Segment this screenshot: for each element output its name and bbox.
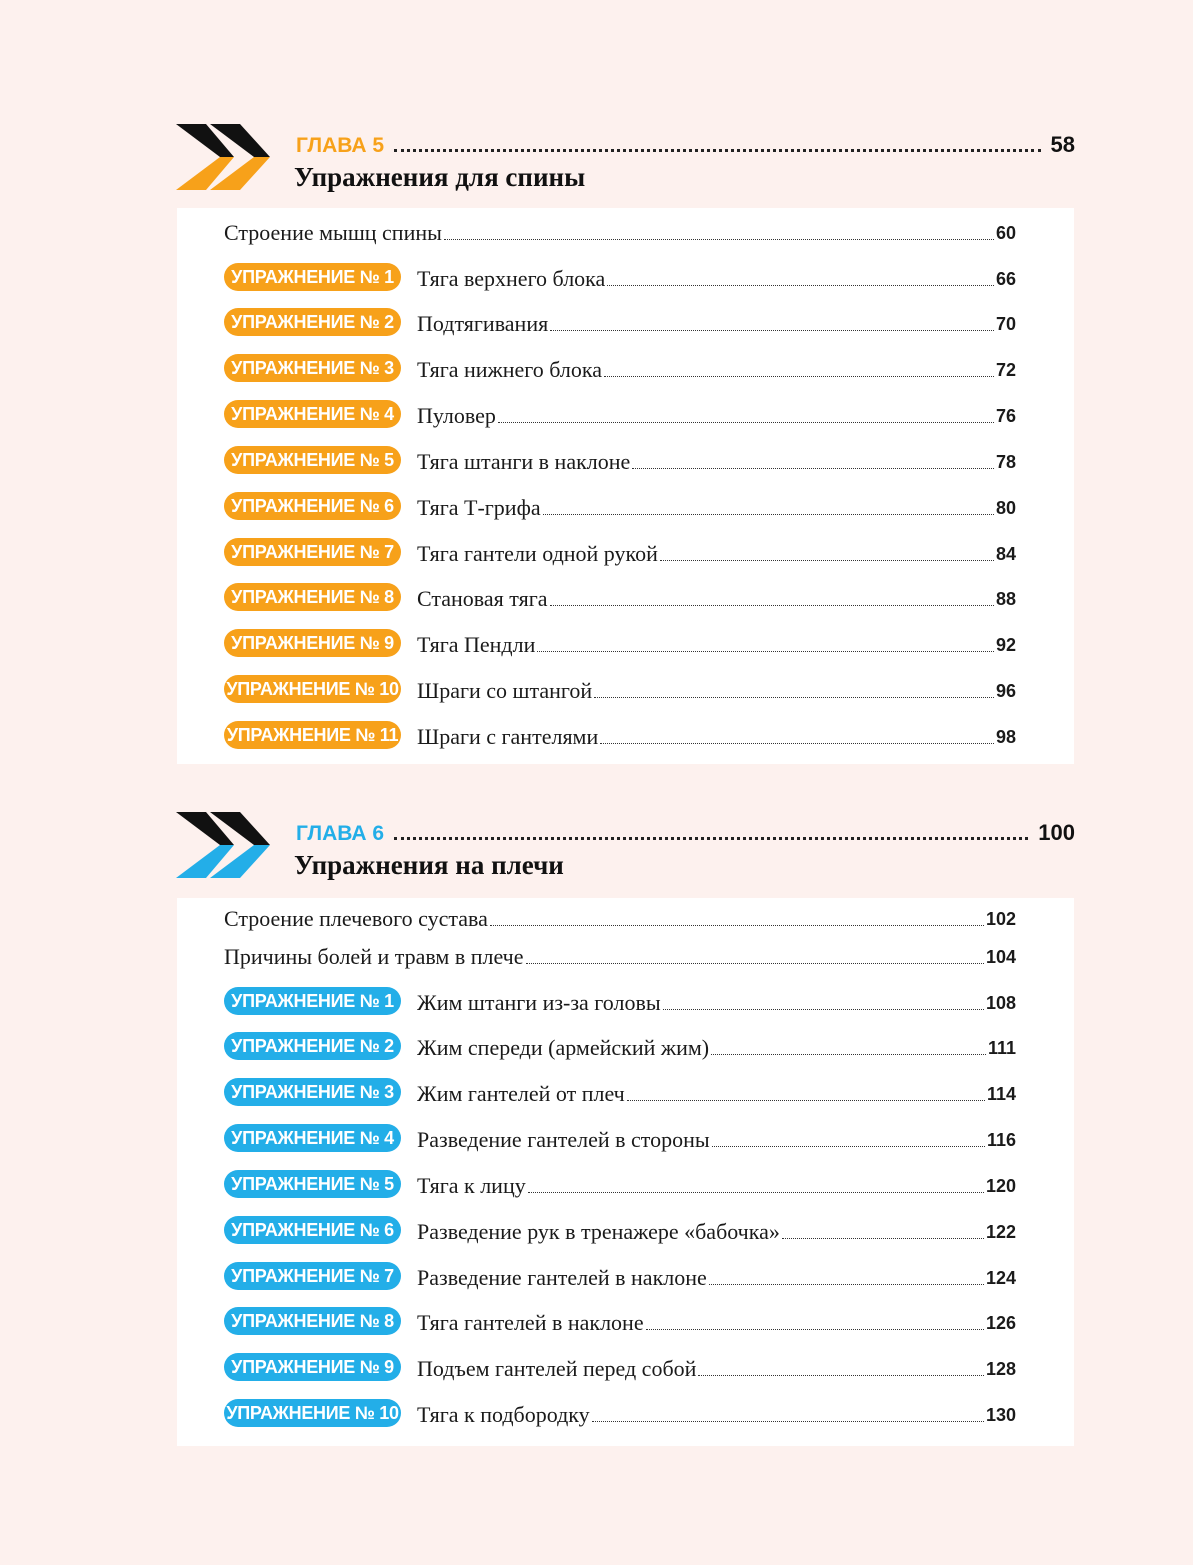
entry-title: Шраги с гантелями bbox=[417, 724, 599, 749]
exercise-badge: УПРАЖНЕНИЕ № 4 bbox=[224, 1124, 401, 1152]
leader-dots bbox=[627, 1100, 985, 1101]
entry-title: Жим гантелей от плеч bbox=[417, 1081, 625, 1106]
chapter-label: ГЛАВА 5 bbox=[296, 134, 385, 157]
toc-exercise-entry[interactable] bbox=[224, 1352, 1016, 1382]
exercise-badge: УПРАЖНЕНИЕ № 8 bbox=[224, 583, 401, 611]
entry-page: 60 bbox=[995, 223, 1016, 243]
entry-title: Жим штанги из-за головы bbox=[417, 990, 661, 1015]
toc-box-chapter-6 bbox=[177, 898, 1074, 1446]
toc-exercise-entry[interactable] bbox=[224, 353, 1016, 383]
chapter-title: Упражнения на плечи bbox=[294, 850, 564, 880]
toc-exercise-entry[interactable] bbox=[224, 986, 1016, 1016]
entry-page: 126 bbox=[985, 1313, 1016, 1333]
toc-entry[interactable] bbox=[224, 902, 1016, 932]
entry-title: Тяга Пендли bbox=[417, 632, 536, 657]
leader-dots bbox=[607, 285, 994, 286]
leader-dots bbox=[660, 560, 994, 561]
entry-page: 70 bbox=[995, 314, 1016, 334]
exercise-badge: УПРАЖНЕНИЕ № 6 bbox=[224, 1216, 401, 1244]
leader-dots bbox=[663, 1009, 984, 1010]
toc-exercise-entry[interactable] bbox=[224, 1306, 1016, 1336]
leader-dots bbox=[632, 468, 994, 469]
toc-exercise-entry[interactable] bbox=[224, 628, 1016, 658]
entry-title: Строение мышц спины bbox=[224, 220, 442, 245]
toc-exercise-entry[interactable] bbox=[224, 1398, 1016, 1428]
entry-title: Подтягивания bbox=[417, 311, 549, 336]
entry-page: 102 bbox=[985, 909, 1016, 929]
entry-title: Подъем гантелей перед собой bbox=[417, 1356, 697, 1381]
chapter-header[interactable] bbox=[296, 124, 1075, 158]
toc-exercise-entry[interactable] bbox=[224, 537, 1016, 567]
toc-exercise-entry[interactable] bbox=[224, 1077, 1016, 1107]
double-chevron-icon bbox=[176, 124, 272, 190]
exercise-badge: УПРАЖНЕНИЕ № 9 bbox=[224, 629, 401, 657]
entry-page: 92 bbox=[995, 635, 1016, 655]
chapter-header[interactable] bbox=[296, 812, 1075, 846]
leader-dots bbox=[498, 422, 994, 423]
entry-title: Разведение гантелей в наклоне bbox=[417, 1265, 707, 1290]
leader-dots bbox=[543, 514, 994, 515]
entry-page: 88 bbox=[995, 589, 1016, 609]
entry-page: 120 bbox=[985, 1176, 1016, 1196]
toc-exercise-entry[interactable] bbox=[224, 1215, 1016, 1245]
leader-dots bbox=[528, 1192, 984, 1193]
entry-title: Разведение гантелей в стороны bbox=[417, 1127, 710, 1152]
entry-page: 76 bbox=[995, 406, 1016, 426]
entry-page: 104 bbox=[985, 947, 1016, 967]
chapter-page: 58 bbox=[1050, 132, 1075, 157]
toc-exercise-entry[interactable] bbox=[224, 1261, 1016, 1291]
toc-exercise-entry[interactable] bbox=[224, 445, 1016, 475]
exercise-badge: УПРАЖНЕНИЕ № 11 bbox=[224, 721, 401, 749]
exercise-badge: УПРАЖНЕНИЕ № 4 bbox=[224, 400, 401, 428]
exercise-badge: УПРАЖНЕНИЕ № 2 bbox=[224, 1032, 401, 1060]
chapter-label: ГЛАВА 6 bbox=[296, 822, 385, 845]
exercise-badge: УПРАЖНЕНИЕ № 1 bbox=[224, 263, 401, 291]
toc-exercise-entry[interactable] bbox=[224, 1031, 1016, 1061]
leader-dots bbox=[550, 330, 994, 331]
entry-title: Жим спереди (армейский жим) bbox=[417, 1035, 710, 1060]
exercise-badge: УПРАЖНЕНИЕ № 3 bbox=[224, 1078, 401, 1106]
entry-title: Причины болей и травм в плече bbox=[224, 944, 524, 969]
exercise-badge: УПРАЖНЕНИЕ № 7 bbox=[224, 538, 401, 566]
chapter-title: Упражнения для спины bbox=[294, 162, 586, 192]
entry-page: 116 bbox=[986, 1130, 1016, 1150]
leader-dots bbox=[592, 1421, 984, 1422]
toc-entry[interactable] bbox=[224, 940, 1016, 970]
exercise-badge: УПРАЖНЕНИЕ № 1 bbox=[224, 987, 401, 1015]
entry-title: Тяга гантелей в наклоне bbox=[417, 1310, 644, 1335]
entry-title: Шраги со штангой bbox=[417, 678, 593, 703]
entry-title: Тяга гантели одной рукой bbox=[417, 541, 658, 566]
entry-title: Становая тяга bbox=[417, 586, 548, 611]
double-chevron-icon bbox=[176, 812, 272, 878]
entry-page: 130 bbox=[985, 1405, 1016, 1425]
chapter-page: 100 bbox=[1038, 820, 1075, 845]
entry-title: Пуловер bbox=[417, 403, 496, 428]
entry-title: Тяга к лицу bbox=[417, 1173, 526, 1198]
entry-page: 72 bbox=[995, 360, 1016, 380]
toc-exercise-entry[interactable] bbox=[224, 307, 1016, 337]
toc-exercise-entry[interactable] bbox=[224, 1169, 1016, 1199]
leader-dots bbox=[711, 1054, 986, 1055]
exercise-badge: УПРАЖНЕНИЕ № 10 bbox=[224, 1399, 401, 1427]
leader-dots bbox=[394, 837, 1028, 840]
leader-dots bbox=[550, 605, 994, 606]
toc-exercise-entry[interactable] bbox=[224, 1123, 1016, 1153]
exercise-badge: УПРАЖНЕНИЕ № 9 bbox=[224, 1353, 401, 1381]
entry-title: Тяга Т-грифа bbox=[417, 495, 541, 520]
entry-page: 122 bbox=[985, 1222, 1016, 1242]
entry-title: Разведение рук в тренажере «бабочка» bbox=[417, 1219, 780, 1244]
leader-dots bbox=[698, 1375, 984, 1376]
entry-page: 96 bbox=[995, 681, 1016, 701]
entry-title: Строение плечевого сустава bbox=[224, 906, 488, 931]
entry-page: 114 bbox=[986, 1084, 1016, 1104]
toc-exercise-entry[interactable] bbox=[224, 262, 1016, 292]
entry-page: 128 bbox=[985, 1359, 1016, 1379]
leader-dots bbox=[444, 239, 994, 240]
exercise-badge: УПРАЖНЕНИЕ № 5 bbox=[224, 446, 401, 474]
leader-dots bbox=[594, 697, 994, 698]
entry-page: 84 bbox=[995, 544, 1016, 564]
leader-dots bbox=[526, 963, 984, 964]
toc-entry[interactable] bbox=[224, 216, 1016, 246]
entry-page: 111 bbox=[987, 1038, 1016, 1058]
exercise-badge: УПРАЖНЕНИЕ № 5 bbox=[224, 1170, 401, 1198]
exercise-badge: УПРАЖНЕНИЕ № 3 bbox=[224, 354, 401, 382]
toc-exercise-entry[interactable] bbox=[224, 399, 1016, 429]
toc-exercise-entry[interactable] bbox=[224, 491, 1016, 521]
entry-page: 98 bbox=[995, 727, 1016, 747]
entry-title: Тяга нижнего блока bbox=[417, 357, 603, 382]
exercise-badge: УПРАЖНЕНИЕ № 10 bbox=[224, 675, 401, 703]
leader-dots bbox=[394, 149, 1040, 152]
leader-dots bbox=[600, 743, 994, 744]
entry-page: 108 bbox=[985, 993, 1016, 1013]
entry-title: Тяга к подбородку bbox=[417, 1402, 590, 1427]
leader-dots bbox=[604, 376, 994, 377]
toc-exercise-entry[interactable] bbox=[224, 720, 1016, 750]
entry-page: 80 bbox=[995, 498, 1016, 518]
exercise-badge: УПРАЖНЕНИЕ № 2 bbox=[224, 308, 401, 336]
leader-dots bbox=[646, 1329, 984, 1330]
leader-dots bbox=[490, 925, 984, 926]
leader-dots bbox=[537, 651, 994, 652]
exercise-badge: УПРАЖНЕНИЕ № 7 bbox=[224, 1262, 401, 1290]
leader-dots bbox=[782, 1238, 984, 1239]
toc-exercise-entry[interactable] bbox=[224, 674, 1016, 704]
entry-page: 66 bbox=[995, 269, 1016, 289]
leader-dots bbox=[712, 1146, 985, 1147]
entry-page: 78 bbox=[995, 452, 1016, 472]
exercise-badge: УПРАЖНЕНИЕ № 6 bbox=[224, 492, 401, 520]
entry-page: 124 bbox=[985, 1268, 1016, 1288]
toc-box-chapter-5 bbox=[177, 208, 1074, 764]
leader-dots bbox=[709, 1284, 984, 1285]
entry-title: Тяга штанги в наклоне bbox=[417, 449, 631, 474]
exercise-badge: УПРАЖНЕНИЕ № 8 bbox=[224, 1307, 401, 1335]
toc-exercise-entry[interactable] bbox=[224, 582, 1016, 612]
entry-title: Тяга верхнего блока bbox=[417, 266, 606, 291]
